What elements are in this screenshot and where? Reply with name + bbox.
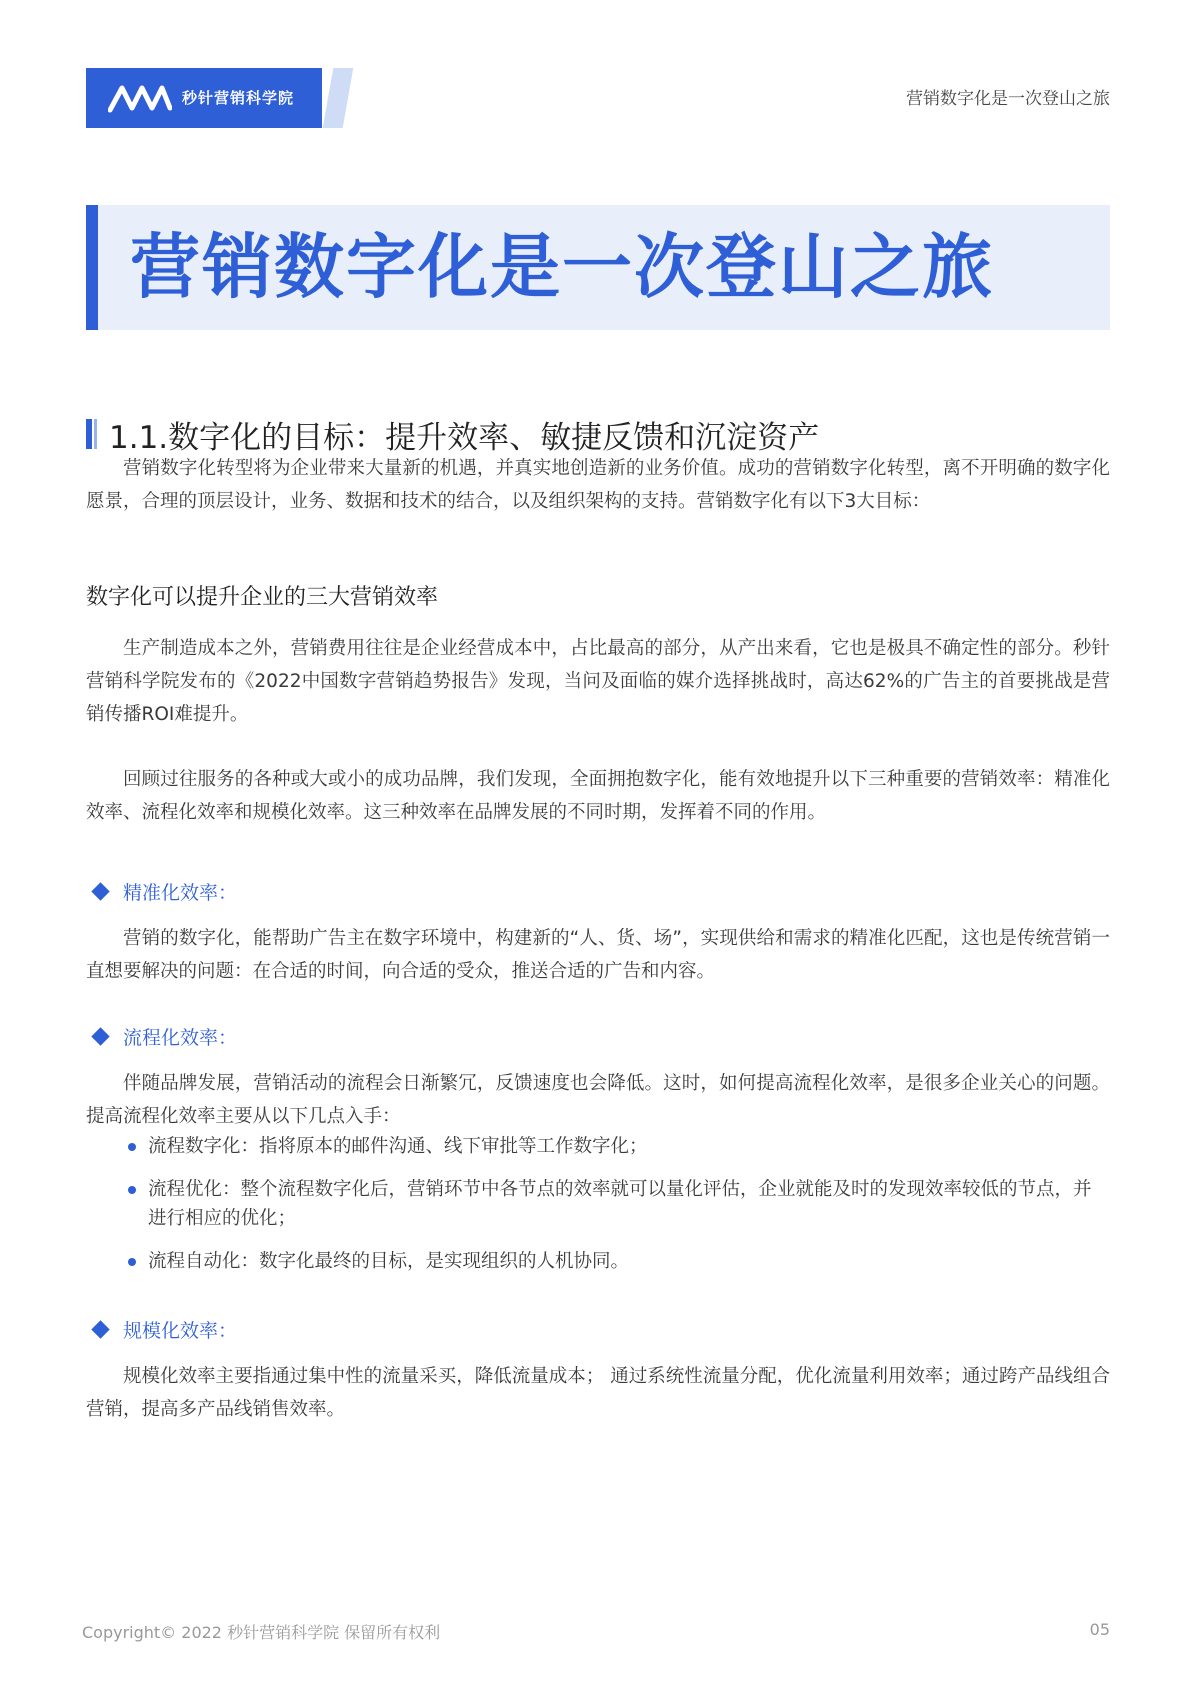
diamond-icon (91, 1320, 109, 1338)
brand-logo-bar (86, 68, 322, 128)
item-text-scale: 规模化效率主要指通过集中性的流量采买，降低流量成本； 通过系统性流量分配，优化流量利用效率；通过跨产品线组合营销，提高多产品线销售效率。 (86, 1366, 1110, 1420)
item-label: 精准化效率： (123, 881, 238, 904)
item-heading-scale (94, 1312, 237, 1346)
section-marker (86, 419, 92, 449)
title-banner (86, 205, 1110, 330)
process-bullet-list (128, 1132, 1098, 1290)
item-label: 规模化效率： (123, 1319, 238, 1342)
item-heading-precision (94, 874, 237, 908)
logo-stripe-decoration (323, 68, 354, 128)
page-title: 营销数字化是一次登山之旅 (130, 226, 994, 308)
section-title: 1.1.数字化的目标：提升效率、敏捷反馈和沉淀资产 (109, 419, 820, 456)
item-label: 流程化效率： (123, 1026, 238, 1049)
paragraph-1: 生产制造成本之外，营销费用往往是企业经营成本中，占比最高的部分，从产出来看，它也是极具不确定性的部分。秒针营销科学院发布的《2022中国数字营销趋势报告》发现，当问及面临的媒介选择挑战时，高达62%的广告主的首要挑战是营销传播ROI难提升。 (86, 638, 1110, 725)
diamond-icon (91, 882, 109, 900)
intro-paragraph: 营销数字化转型将为企业带来大量新的机遇，并真实地创造新的业务价值。成功的营销数字化转型，离不开明确的数字化愿景，合理的顶层设计，业务、数据和技术的结合，以及组织架构的支持。营销数字化有以下3大目标： (86, 458, 1110, 512)
brand-name: 秒针营销科学院 (182, 89, 295, 107)
paragraph-2: 回顾过往服务的各种或大或小的成功品牌，我们发现，全面拥抱数字化，能有效地提升以下三种重要的营销效率：精准化效率、流程化效率和规模化效率。这三种效率在品牌发展的不同时期，发挥着不同的作用。 (86, 769, 1110, 823)
section-marker-light (94, 419, 97, 449)
title-accent-bar (86, 205, 98, 330)
brand-logo-icon (108, 82, 172, 114)
header-doc-title: 营销数字化是一次登山之旅 (906, 89, 1110, 109)
item-text-process: 伴随品牌发展，营销活动的流程会日渐繁冗，反馈速度也会降低。这时，如何提高流程化效率，是很多企业关心的问题。提高流程化效率主要从以下几点入手： (86, 1073, 1110, 1127)
diamond-icon (91, 1027, 109, 1045)
footer-copyright: Copyright© 2022 秒针营销科学院 保留所有权利 (82, 1623, 441, 1642)
list-item: 流程自动化：数字化最终的目标，是实现组织的人机协同。 (128, 1247, 1098, 1276)
list-item: 流程优化：整个流程数字化后，营销环节中各节点的效率就可以量化评估，企业就能及时的发现效率较低的节点，并进行相应的优化； (128, 1175, 1098, 1233)
list-item: 流程数字化：指将原本的邮件沟通、线下审批等工作数字化； (128, 1132, 1098, 1161)
item-text-precision: 营销的数字化，能帮助广告主在数字环境中，构建新的“人、货、场”，实现供给和需求的精准化匹配，这也是传统营销一直想要解决的问题：在合适的时间，向合适的受众，推送合适的广告和内容。 (86, 928, 1110, 982)
page-number: 05 (1089, 1620, 1110, 1639)
item-heading-process (94, 1019, 237, 1053)
section-heading (86, 410, 819, 458)
subheading: 数字化可以提升企业的三大营销效率 (86, 585, 439, 610)
